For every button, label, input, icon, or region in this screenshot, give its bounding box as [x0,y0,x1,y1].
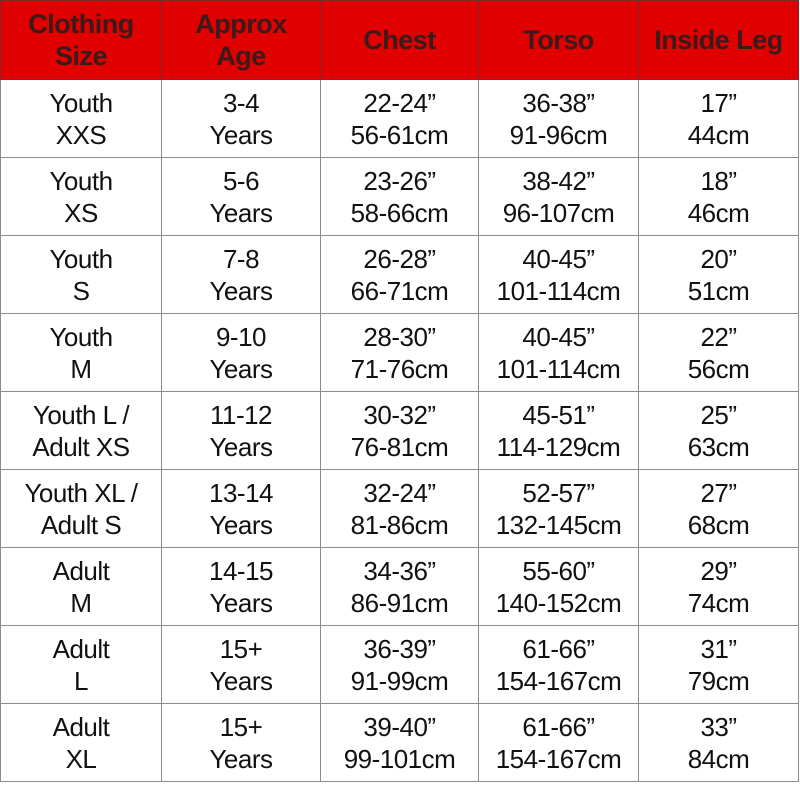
cell-line: Youth [49,165,113,196]
cell-line: M [70,353,92,384]
cell-line: 36-38” [522,87,595,118]
cell-line: 101-114cm [496,353,621,384]
cell-line: XS [64,197,98,228]
cell-line: 68cm [687,509,750,540]
cell-line: 66-71cm [350,275,449,306]
size-cell [1,470,162,548]
cell-line: 14-15 [209,555,273,586]
torso-cell [479,314,639,392]
size-cell [1,314,162,392]
cell-line: 18” [700,165,737,196]
cell-line: Years [209,587,273,618]
cell-line: 84cm [687,743,750,774]
cell-line: XL [65,743,97,774]
size-cell [1,704,162,782]
cell-line: Youth [49,321,113,352]
cell-line: 15+ [219,633,263,664]
header-torso [479,1,639,80]
cell-line: 20” [700,243,737,274]
cell-line: 40-45” [522,243,595,274]
cell-line: Years [209,197,273,228]
age-cell [162,548,321,626]
cell-line: 13-14 [209,477,273,508]
table-row [1,314,799,392]
cell-line: 74cm [687,587,750,618]
table-row [1,470,799,548]
cell-line: Years [209,119,273,150]
age-cell [162,314,321,392]
cell-line: Adult [52,711,110,742]
table-header [1,1,799,80]
cell-line: 32-24” [363,477,436,508]
cell-line: Years [209,431,273,462]
torso-cell [479,158,639,236]
torso-cell [479,626,639,704]
chest-cell [321,548,479,626]
chest-cell [321,470,479,548]
inside-leg-cell [639,626,799,704]
cell-line: 86-91cm [350,587,449,618]
cell-line: 55-60” [522,555,595,586]
cell-line: Youth L / [32,399,130,430]
torso-cell [479,236,639,314]
cell-line: 79cm [687,665,750,696]
chest-cell [321,314,479,392]
cell-line: 36-39” [363,633,436,664]
cell-line: Adult S [40,509,122,540]
cell-line: 17” [700,87,737,118]
cell-line: Years [209,353,273,384]
size-cell [1,626,162,704]
age-cell [162,704,321,782]
cell-line: 22” [700,321,737,352]
chest-cell [321,704,479,782]
cell-line: 114-129cm [496,431,621,462]
cell-line: 52-57” [522,477,595,508]
cell-line: 61-66” [522,711,595,742]
header-inside-leg [639,1,799,80]
cell-line: 7-8 [222,243,260,274]
cell-line: 132-145cm [495,509,622,540]
cell-line: Adult [52,555,110,586]
age-cell [162,626,321,704]
cell-line: 25” [700,399,737,430]
cell-line: 91-99cm [350,665,449,696]
header-line: Size [54,41,108,71]
header-approx-age [162,1,321,80]
cell-line: 154-167cm [495,665,622,696]
cell-line: 51cm [687,275,750,306]
header-row [1,1,799,80]
cell-line: Adult [52,633,110,664]
header-line: Clothing [28,9,134,39]
cell-line: 71-76cm [350,353,449,384]
cell-line: 28-30” [363,321,436,352]
size-cell [1,80,162,158]
cell-line: 34-36” [363,555,436,586]
chest-cell [321,236,479,314]
age-cell [162,392,321,470]
table-row [1,704,799,782]
torso-cell [479,548,639,626]
table-row [1,548,799,626]
torso-cell [479,392,639,470]
header-chest [321,1,479,80]
cell-line: Adult XS [32,431,130,462]
inside-leg-cell [639,158,799,236]
age-cell [162,470,321,548]
cell-line: S [72,275,90,306]
cell-line: 81-86cm [350,509,449,540]
inside-leg-cell [639,314,799,392]
cell-line: 61-66” [522,633,595,664]
cell-line: 140-152cm [495,587,622,618]
cell-line: 91-96cm [509,119,608,150]
cell-line: 29” [700,555,737,586]
cell-line: 15+ [219,711,263,742]
inside-leg-cell [639,392,799,470]
cell-line: M [70,587,92,618]
cell-line: 101-114cm [496,275,621,306]
cell-line: 56cm [687,353,750,384]
table-body [1,80,799,782]
size-cell [1,392,162,470]
header-line: Age [216,41,266,71]
cell-line: 27” [700,477,737,508]
age-cell [162,158,321,236]
cell-line: 26-28” [363,243,436,274]
cell-line: Youth XL / [24,477,138,508]
table-row [1,392,799,470]
table-row [1,80,799,158]
cell-line: Years [209,665,273,696]
cell-line: Years [209,275,273,306]
inside-leg-cell [639,704,799,782]
header-line: Approx [195,9,287,39]
chest-cell [321,626,479,704]
size-cell [1,236,162,314]
cell-line: 58-66cm [350,197,449,228]
cell-line: 46cm [687,197,750,228]
cell-line: Years [209,743,273,774]
age-cell [162,236,321,314]
cell-line: 23-26” [363,165,436,196]
age-cell [162,80,321,158]
cell-line: 56-61cm [350,119,449,150]
inside-leg-cell [639,236,799,314]
cell-line: 38-42” [522,165,595,196]
inside-leg-cell [639,80,799,158]
cell-line: 44cm [687,119,750,150]
cell-line: Youth [49,243,113,274]
cell-line: 96-107cm [502,197,615,228]
chest-cell [321,158,479,236]
cell-line: Youth [49,87,113,118]
header-line: Chest [363,25,436,55]
cell-line: 31” [700,633,737,664]
size-cell [1,158,162,236]
table-row [1,158,799,236]
inside-leg-cell [639,548,799,626]
cell-line: 11-12 [209,399,273,430]
cell-line: 5-6 [222,165,260,196]
size-cell [1,548,162,626]
cell-line: 9-10 [215,321,267,352]
torso-cell [479,80,639,158]
cell-line: Years [209,509,273,540]
cell-line: 40-45” [522,321,595,352]
table-row [1,626,799,704]
cell-line: 45-51” [522,399,595,430]
header-line: Torso [523,25,594,55]
cell-line: 22-24” [363,87,436,118]
header-clothing-size [1,1,162,80]
cell-line: 30-32” [363,399,436,430]
chest-cell [321,392,479,470]
cell-line: 3-4 [222,87,260,118]
cell-line: 99-101cm [343,743,456,774]
cell-line: L [74,665,88,696]
cell-line: 33” [700,711,737,742]
cell-line: 76-81cm [350,431,449,462]
cell-line: 63cm [687,431,750,462]
cell-line: 154-167cm [495,743,622,774]
cell-line: XXS [55,119,107,150]
table-row [1,236,799,314]
cell-line: 39-40” [363,711,436,742]
torso-cell [479,470,639,548]
header-line: Inside Leg [654,25,783,55]
torso-cell [479,704,639,782]
chest-cell [321,80,479,158]
inside-leg-cell [639,470,799,548]
